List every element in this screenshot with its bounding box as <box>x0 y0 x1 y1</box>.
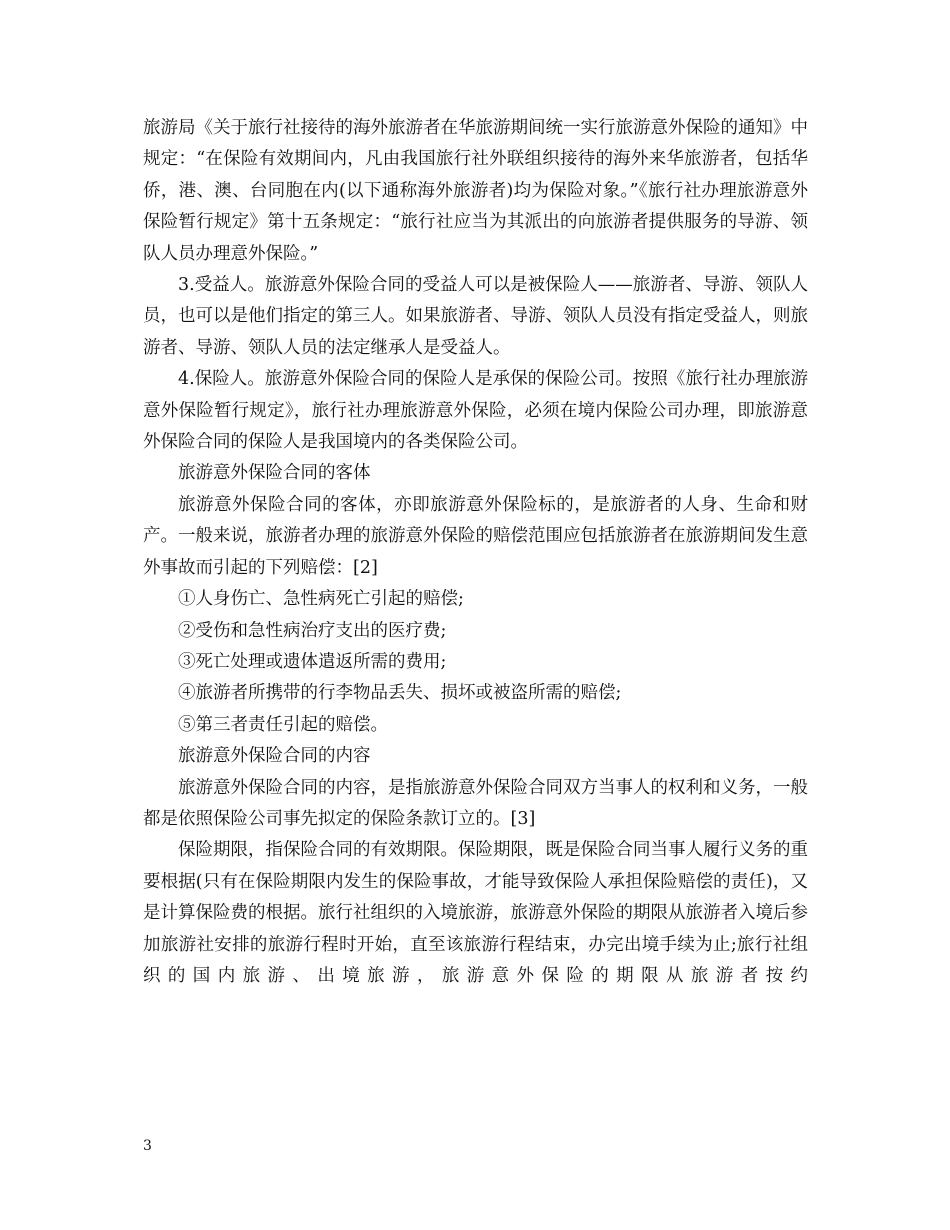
paragraph-regulation-quote: 旅游局《关于旅行社接待的海外旅游者在华旅游期间统一实行旅游意外保险的通知》中规定：“在保险有效期间内，凡由我国旅行社外联组织接待的海外来华旅游者，包括华侨，港、澳、台同胞在内(以下通称海外旅游者)均为保险对象。”《旅行社办理旅游意外保险暂行规定》第十五条规定：“旅行社应当为其派出的向旅游者提供服务的导游、领队人员办理意外保险。” <box>143 118 808 264</box>
list-item: ⑤第三者责任引起的赔偿。 <box>178 714 388 735</box>
paragraph-object: 旅游意外保险合同的客体，亦即旅游意外保险标的，是旅游者的人身、生命和财产。一般来说，旅游者办理的旅游意外保险的赔偿范围应包括旅游者在旅游期间发生意外事故而引起的下列赔偿：[2] <box>143 494 808 578</box>
page-number: 3 <box>143 1138 152 1154</box>
list-item: ①人身伤亡、急性病死亡引起的赔偿; <box>178 589 464 610</box>
paragraph-content: 旅游意外保险合同的内容，是指旅游意外保险合同双方当事人的权利和义务，一般都是依照保险公司事先拟定的保险条款订立的。[3] <box>143 777 808 829</box>
list-item: ③死亡处理或遗体遣返所需的费用; <box>178 651 447 672</box>
section-heading-content: 旅游意外保险合同的内容 <box>178 746 371 767</box>
paragraph-insurer: 4.保险人。旅游意外保险合同的保险人是承保的保险公司。按照《旅行社办理旅游意外保险暂行规定》，旅行社办理旅游意外保险，必须在境内保险公司办理，即旅游意外保险合同的保险人是我国境内的各类保险公司。 <box>143 369 808 453</box>
list-item: ②受伤和急性病治疗支出的医疗费; <box>178 620 447 641</box>
document-body <box>143 113 808 992</box>
list-item: ④旅游者所携带的行李物品丢失、损坏或被盗所需的赔偿; <box>178 683 622 704</box>
section-heading-object: 旅游意外保险合同的客体 <box>178 463 371 484</box>
paragraph-insurance-period: 保险期限，指保险合同的有效期限。保险期限，既是保险合同当事人履行义务的重要根据(只有在保险期限内发生的保险事故，才能导致保险人承担保险赔偿的责任)，又是计算保险费的根据。旅行社组织的入境旅游，旅游意外保险的期限从旅游者入境后参加旅游社安排的旅游行程时开始，直至该旅游行程结束，办完出境手续为止;旅行社组织的国内旅游、出境旅游，旅游意外保险的期限从旅游者按约 <box>143 840 808 986</box>
paragraph-beneficiary: 3.受益人。旅游意外保险合同的受益人可以是被保险人——旅游者、导游、领队人员，也可以是他们指定的第三人。如果旅游者、导游、领队人员没有指定受益人，则旅游者、导游、领队人员的法定继承人是受益人。 <box>143 275 808 358</box>
